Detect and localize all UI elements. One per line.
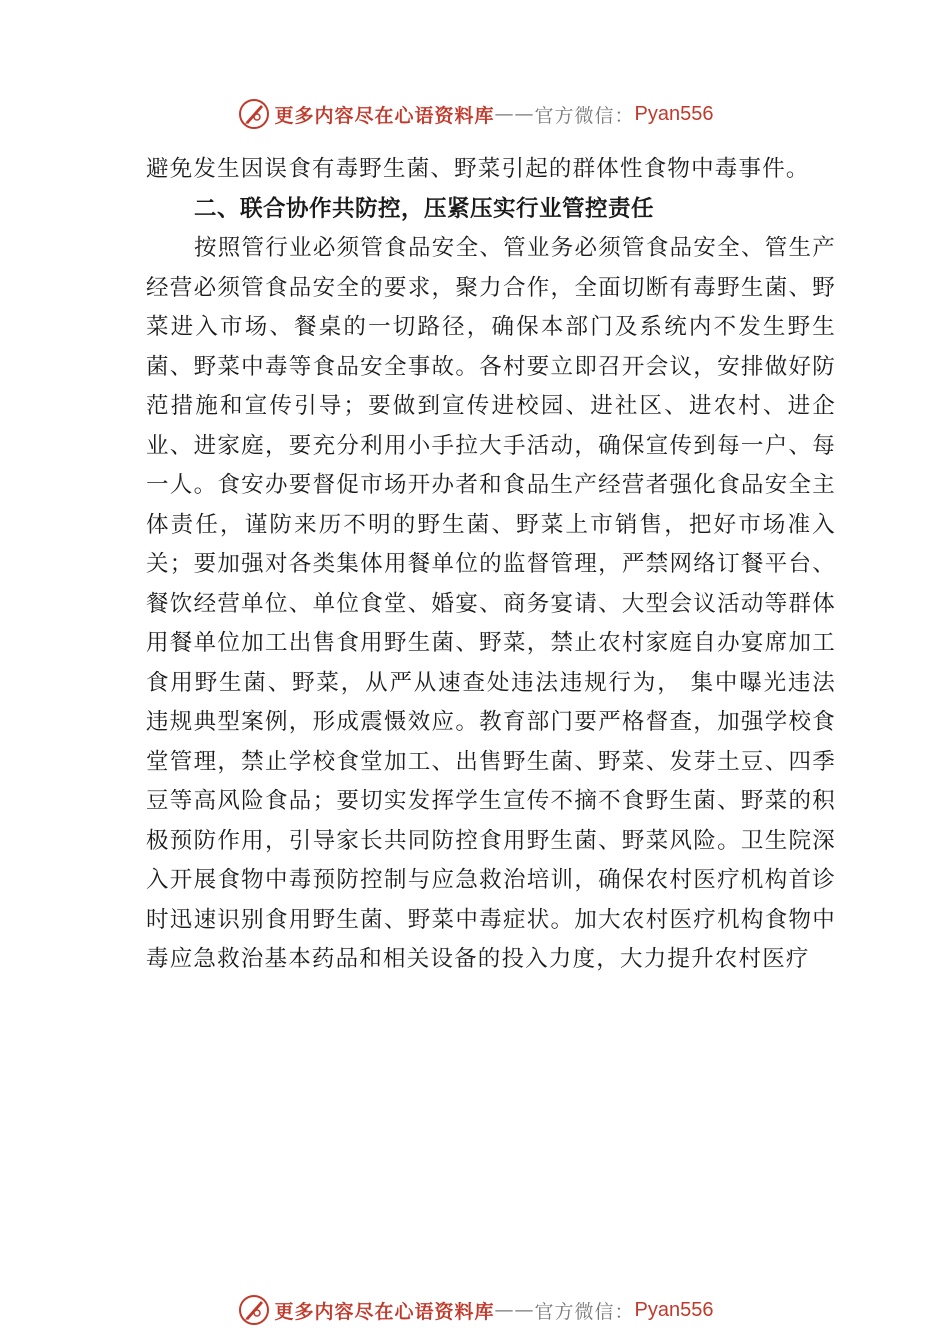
quill-pen-logo-icon [237, 1293, 271, 1327]
header-banner [0, 94, 950, 134]
footer-wechat-label: 官方微信： [534, 1300, 635, 1323]
footer-slogan: 更多内容尽在心语资料库 [274, 1300, 495, 1323]
footer-banner [0, 1290, 950, 1330]
footer-wechat-id: Pyan556 [634, 1298, 714, 1321]
banner-separator: —— [494, 103, 535, 125]
quill-pen-logo-icon [237, 97, 271, 131]
intro-paragraph: 避免发生因误食有毒野生菌、野菜引起的群体性食物中毒事件。 [146, 156, 810, 182]
document-body [146, 150, 836, 980]
banner-wechat-label: 官方微信： [534, 104, 635, 127]
banner-wechat-id: Pyan556 [634, 102, 714, 125]
section-heading: 二、联合协作共防控，压紧压实行业管控责任 [194, 195, 655, 222]
footer-separator: —— [494, 1299, 535, 1321]
main-paragraph: 按照管行业必须管食品安全、管业务必须管食品安全、管生产经营必须管食品安全的要求，聚力合作，全面切断有毒野生菌、野菜进入市场、餐桌的一切路径，确保本部门及系统内不发生野生菌、野菜中毒等食品安全事故。各村要立即召开会议，安排做好防范措施和宣传引导；要做到宣传进校园、进社区、进农村、进企业、进家庭，要充分利用小手拉大手活动，确保宣传到每一户、每一人。食安办要督促市场开办者和食品生产经营者强化食品安全主体责任，谨防来历不明的野生菌、野菜上市销售，把好市场准入关；要加强对各类集体用餐单位的监督管理，严禁网络订餐平台、餐饮经营单位、单位食堂、婚宴、商务宴请、大型会议活动等群体用餐单位加工出售食用野生菌、野菜，禁止农村家庭自办宴席加工食用野生菌、野菜，从严从速查处违法违规行为， 集中曝光违法违规典型案例，形成震慑效应。教育部门要严格督查，加强学校食堂管理，禁止学校食堂加工、出售野生菌、野菜、发芽土豆、四季豆等高风险食品；要切实发挥学生宣传不摘不食野生菌、野菜的积极预防作用，引导家长共同防控食用野生菌、野菜风险。卫生院深入开展食物中毒预防控制与应急救治培训，确保农村医疗机构首诊时迅速识别食用野生菌、野菜中毒症状。加大农村医疗机构食物中毒应急救治基本药品和相关设备的投入力度，大力提升农村医疗 [146, 235, 836, 972]
banner-slogan: 更多内容尽在心语资料库 [274, 104, 495, 127]
